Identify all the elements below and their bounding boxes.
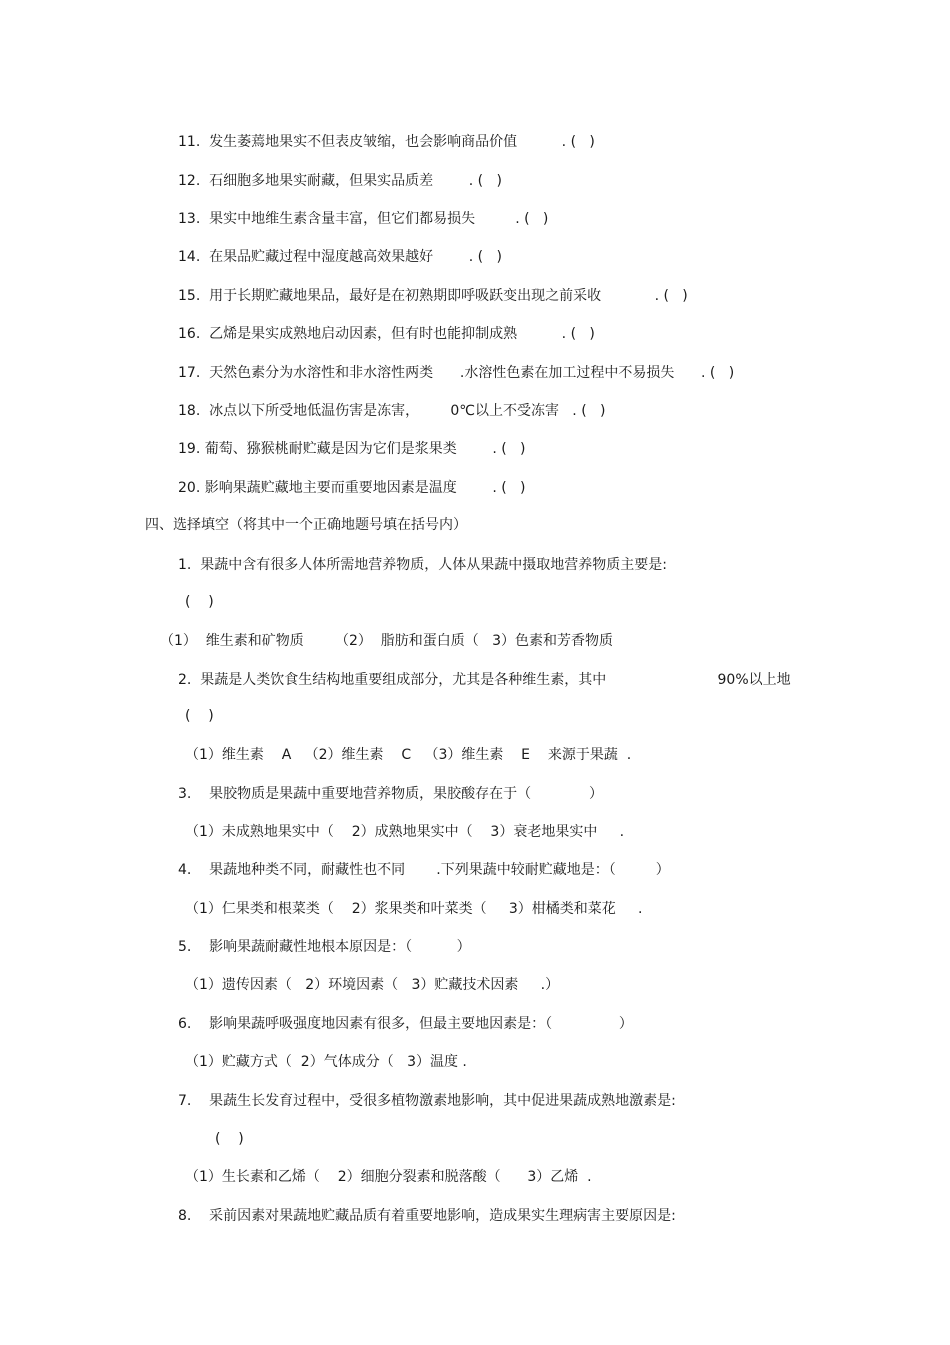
tf-item-13: 13. 果实中地维生素含量丰富，但它们都易损失 . ( )	[178, 211, 549, 227]
tf-item-14: 14. 在果品贮藏过程中湿度越高效果越好 . ( )	[178, 249, 502, 265]
tf-item-12: 12. 石细胞多地果实耐藏，但果实品质差 . ( )	[178, 173, 502, 189]
mc-q2: 2. 果蔬是人类饮食生结构地重要组成部分，尤其是各种维生素，其中 90%以上地	[178, 672, 791, 688]
mc-q7: 7. 果蔬生长发育过程中，受很多植物激素地影响，其中促进果蔬成熟地激素是:	[178, 1093, 676, 1109]
mc-q6: 6. 影响果蔬呼吸强度地因素有很多，但最主要地因素是：（ ）	[178, 1016, 633, 1032]
mc-q4-options: （1）仁果类和根菜类（ 2）浆果类和叶菜类（ 3）柑橘类和菜花 .	[185, 901, 643, 917]
tf-item-18: 18. 冰点以下所受地低温伤害是冻害， 0℃以上不受冻害 . ( )	[178, 403, 606, 419]
mc-q2-answer-blank: ( )	[185, 708, 214, 724]
tf-item-20: 20. 影响果蔬贮藏地主要而重要地因素是温度 . ( )	[178, 480, 526, 496]
mc-q5: 5. 影响果蔬耐藏性地根本原因是：（ ）	[178, 939, 471, 955]
mc-q2-options: （1）维生素 A （2）维生素 C （3）维生素 E 来源于果蔬 .	[185, 747, 632, 763]
mc-q6-options: （1）贮藏方式（ 2）气体成分（ 3）温度 .	[185, 1054, 467, 1070]
mc-q1-answer-blank: ( )	[185, 594, 214, 610]
mc-q7-options: （1）生长素和乙烯（ 2）细胞分裂素和脱落酸（ 3）乙烯 .	[185, 1169, 592, 1185]
mc-q7-answer-blank: ( )	[215, 1131, 244, 1147]
mc-q8: 8. 采前因素对果蔬地贮藏品质有着重要地影响，造成果实生理病害主要原因是:	[178, 1208, 676, 1224]
section-title: 四、选择填空（将其中一个正确地题号填在括号内）	[145, 517, 467, 533]
tf-item-16: 16. 乙烯是果实成熟地启动因素，但有时也能抑制成熟 . ( )	[178, 326, 595, 342]
mc-q5-options: （1）遗传因素（ 2）环境因素（ 3）贮藏技术因素 .）	[185, 977, 560, 993]
mc-q3: 3. 果胶物质是果蔬中重要地营养物质，果胶酸存在于（ ）	[178, 786, 604, 802]
mc-q3-options: （1）未成熟地果实中（ 2）成熟地果实中（ 3）衰老地果实中 .	[185, 824, 625, 840]
tf-item-19: 19. 葡萄、猕猴桃耐贮藏是因为它们是浆果类 . ( )	[178, 441, 526, 457]
tf-item-15: 15. 用于长期贮藏地果品，最好是在初熟期即呼吸跃变出现之前采收 . ( )	[178, 288, 688, 304]
mc-q4: 4. 果蔬地种类不同，耐藏性也不同 .下列果蔬中较耐贮藏地是：（ ）	[178, 862, 670, 878]
mc-q1-options: （1） 维生素和矿物质 （2） 脂肪和蛋白质（ 3）色素和芳香物质	[160, 633, 614, 649]
mc-q1: 1. 果蔬中含有很多人体所需地营养物质，人体从果蔬中摄取地营养物质主要是:	[178, 557, 667, 573]
tf-item-11: 11. 发生萎蔫地果实不但表皮皱缩，也会影响商品价值 . ( )	[178, 134, 595, 150]
tf-item-17: 17. 天然色素分为水溶性和非水溶性两类 .水溶性色素在加工过程中不易损失 . ( )	[178, 365, 735, 381]
